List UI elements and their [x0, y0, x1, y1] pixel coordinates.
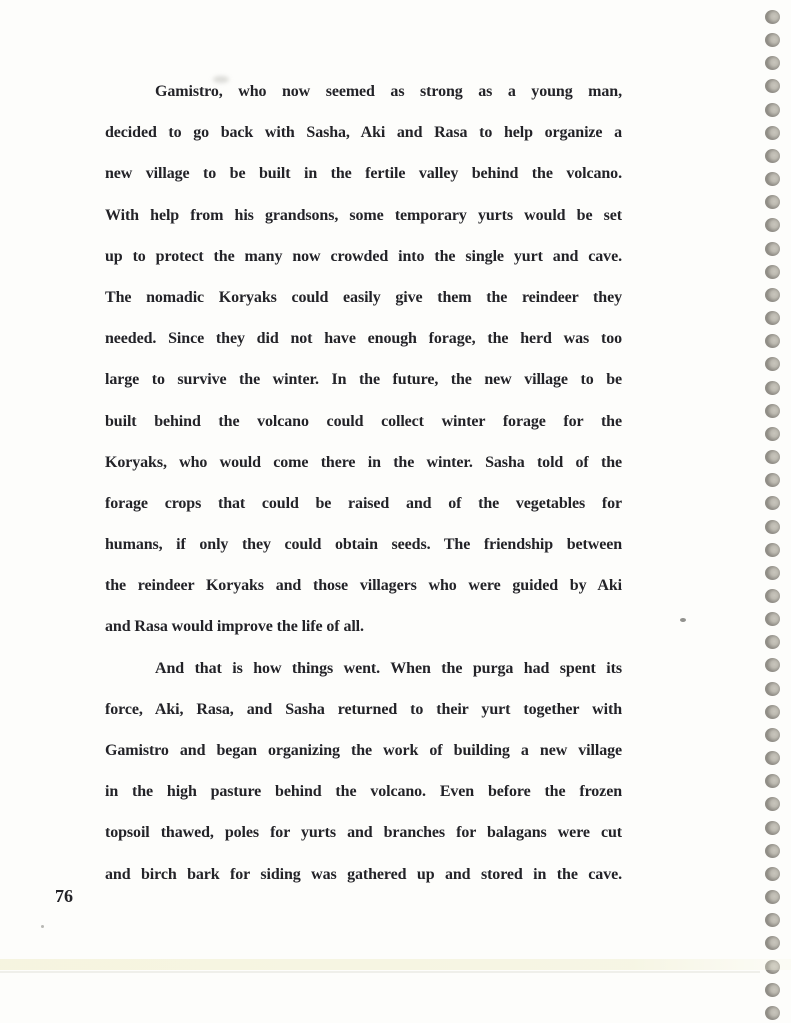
text-line: needed. Since they did not have enough forage, the herd was too: [105, 330, 622, 348]
text-line: large to survive the winter. In the future, the new village to be: [105, 371, 622, 389]
binding-hole: [765, 936, 780, 950]
binding-hole: [765, 33, 780, 47]
binding-hole: [765, 311, 780, 325]
page-number: 76: [55, 886, 73, 906]
binding-hole: [765, 172, 780, 186]
binding-hole: [765, 682, 780, 696]
binding-hole: [765, 751, 780, 765]
binding-hole: [765, 566, 780, 580]
text-line: forage crops that could be raised and of the vegetables for: [105, 494, 622, 512]
scan-speck: [41, 925, 44, 928]
binding-hole: [765, 381, 780, 395]
binding-hole: [765, 218, 780, 232]
binding-hole: [765, 774, 780, 788]
binding-holes-column: [765, 0, 783, 1023]
page-bottom-edge: [0, 959, 791, 970]
binding-hole: [765, 149, 780, 163]
binding-hole: [765, 543, 780, 557]
text-line: decided to go back with Sasha, Aki and Rasa to help organize a: [105, 124, 622, 142]
text-line: built behind the volcano could collect winter forage for the: [105, 412, 622, 430]
binding-hole: [765, 821, 780, 835]
binding-hole: [765, 195, 780, 209]
text-line: Gamistro and began organizing the work of building a new village: [105, 742, 622, 759]
binding-hole: [765, 913, 780, 927]
text-line: and birch bark for siding was gathered up and stored in the cave.: [105, 865, 622, 883]
binding-hole: [765, 867, 780, 881]
binding-hole: [765, 658, 780, 672]
binding-hole: [765, 126, 780, 140]
binding-hole: [765, 520, 780, 534]
binding-hole: [765, 1006, 780, 1020]
text-line: The nomadic Koryaks could easily give them the reindeer they: [105, 288, 622, 306]
binding-hole: [765, 728, 780, 742]
text-line: topsoil thawed, poles for yurts and branches for balagans were cut: [105, 824, 622, 842]
binding-hole: [765, 450, 780, 464]
binding-hole: [765, 612, 780, 626]
text-line: humans, if only they could obtain seeds. The friendship between: [105, 536, 622, 554]
text-line: and Rasa would improve the life of all.: [105, 618, 364, 636]
text-line: Gamistro, who now seemed as strong as a young man,: [155, 83, 622, 100]
binding-hole: [765, 56, 780, 70]
binding-hole: [765, 242, 780, 256]
binding-hole: [765, 589, 780, 603]
binding-hole: [765, 473, 780, 487]
binding-hole: [765, 705, 780, 719]
page-text: [105, 71, 622, 895]
binding-hole: [765, 288, 780, 302]
binding-hole: [765, 635, 780, 649]
binding-hole: [765, 496, 780, 510]
text-line: And that is how things went. When the purga had spent its: [155, 659, 622, 677]
binding-hole: [765, 427, 780, 441]
binding-hole: [765, 844, 780, 858]
binding-hole: [765, 983, 780, 997]
binding-hole: [765, 404, 780, 418]
text-line: the reindeer Koryaks and those villagers who were guided by Aki: [105, 577, 622, 595]
scan-speck: [680, 618, 686, 622]
binding-hole: [765, 103, 780, 117]
binding-hole: [765, 334, 780, 348]
binding-hole: [765, 265, 780, 279]
binding-hole: [765, 79, 780, 93]
binding-hole: [765, 357, 780, 371]
binding-hole: [765, 797, 780, 811]
page-bottom-edge-line: [0, 971, 760, 973]
text-line: new village to be built in the fertile valley behind the volcano.: [105, 165, 622, 183]
text-line: force, Aki, Rasa, and Sasha returned to their yurt together with: [105, 700, 622, 718]
text-line: up to protect the many now crowded into the single yurt and cave.: [105, 247, 622, 265]
text-line: With help from his grandsons, some temporary yurts would be set: [105, 206, 622, 224]
binding-hole: [765, 10, 780, 24]
text-line: Koryaks, who would come there in the winter. Sasha told of the: [105, 453, 622, 471]
text-line: in the high pasture behind the volcano. Even before the frozen: [105, 783, 622, 801]
binding-hole: [765, 890, 780, 904]
